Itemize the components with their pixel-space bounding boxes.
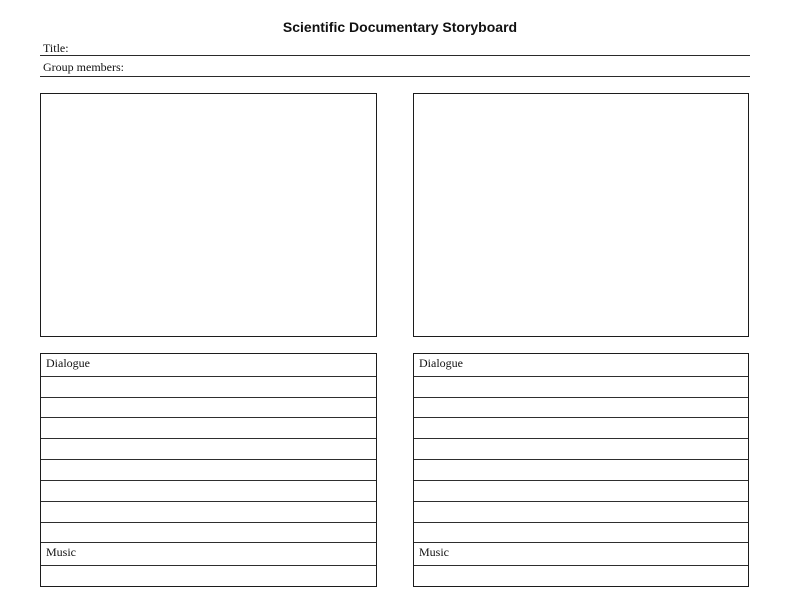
dialogue-blank-line-row bbox=[414, 397, 748, 418]
music-label-row bbox=[41, 542, 376, 565]
music-blank-line-row bbox=[41, 565, 376, 586]
music-label-row bbox=[414, 542, 748, 565]
dialogue-blank-line-row bbox=[41, 397, 376, 418]
dialogue-blank-line-row bbox=[414, 480, 748, 501]
dialogue-label-row bbox=[41, 354, 376, 376]
music-blank-line-row bbox=[414, 565, 748, 586]
dialogue-blank-line-row bbox=[414, 501, 748, 522]
group-members-field bbox=[40, 61, 750, 77]
group-members-field-label: Group members: bbox=[43, 60, 124, 74]
title-field bbox=[40, 42, 750, 56]
dialogue-blank-line-row bbox=[41, 376, 376, 397]
dialogue-blank-line-row bbox=[41, 459, 376, 480]
dialogue-label: Dialogue bbox=[419, 356, 463, 370]
music-label: Music bbox=[419, 545, 449, 560]
dialogue-label: Dialogue bbox=[46, 356, 90, 370]
storyboard-frame-1 bbox=[40, 93, 377, 337]
dialogue-blank-line-row bbox=[414, 376, 748, 397]
dialogue-blank-line-row bbox=[41, 417, 376, 438]
title-field-label: Title: bbox=[43, 41, 69, 55]
dialogue-blank-line-row bbox=[414, 438, 748, 459]
dialogue-music-table-2 bbox=[413, 353, 749, 587]
dialogue-blank-line-row bbox=[414, 417, 748, 438]
document-heading: Scientific Documentary Storyboard bbox=[282, 19, 518, 35]
music-label: Music bbox=[46, 545, 76, 560]
dialogue-blank-line-row bbox=[414, 522, 748, 543]
dialogue-blank-line-row bbox=[41, 438, 376, 459]
dialogue-label-row bbox=[414, 354, 748, 376]
dialogue-music-table-1 bbox=[40, 353, 377, 587]
dialogue-blank-line-row bbox=[41, 522, 376, 543]
dialogue-blank-line-row bbox=[414, 459, 748, 480]
dialogue-blank-line-row bbox=[41, 501, 376, 522]
dialogue-blank-line-row bbox=[41, 480, 376, 501]
storyboard-frame-2 bbox=[413, 93, 749, 337]
